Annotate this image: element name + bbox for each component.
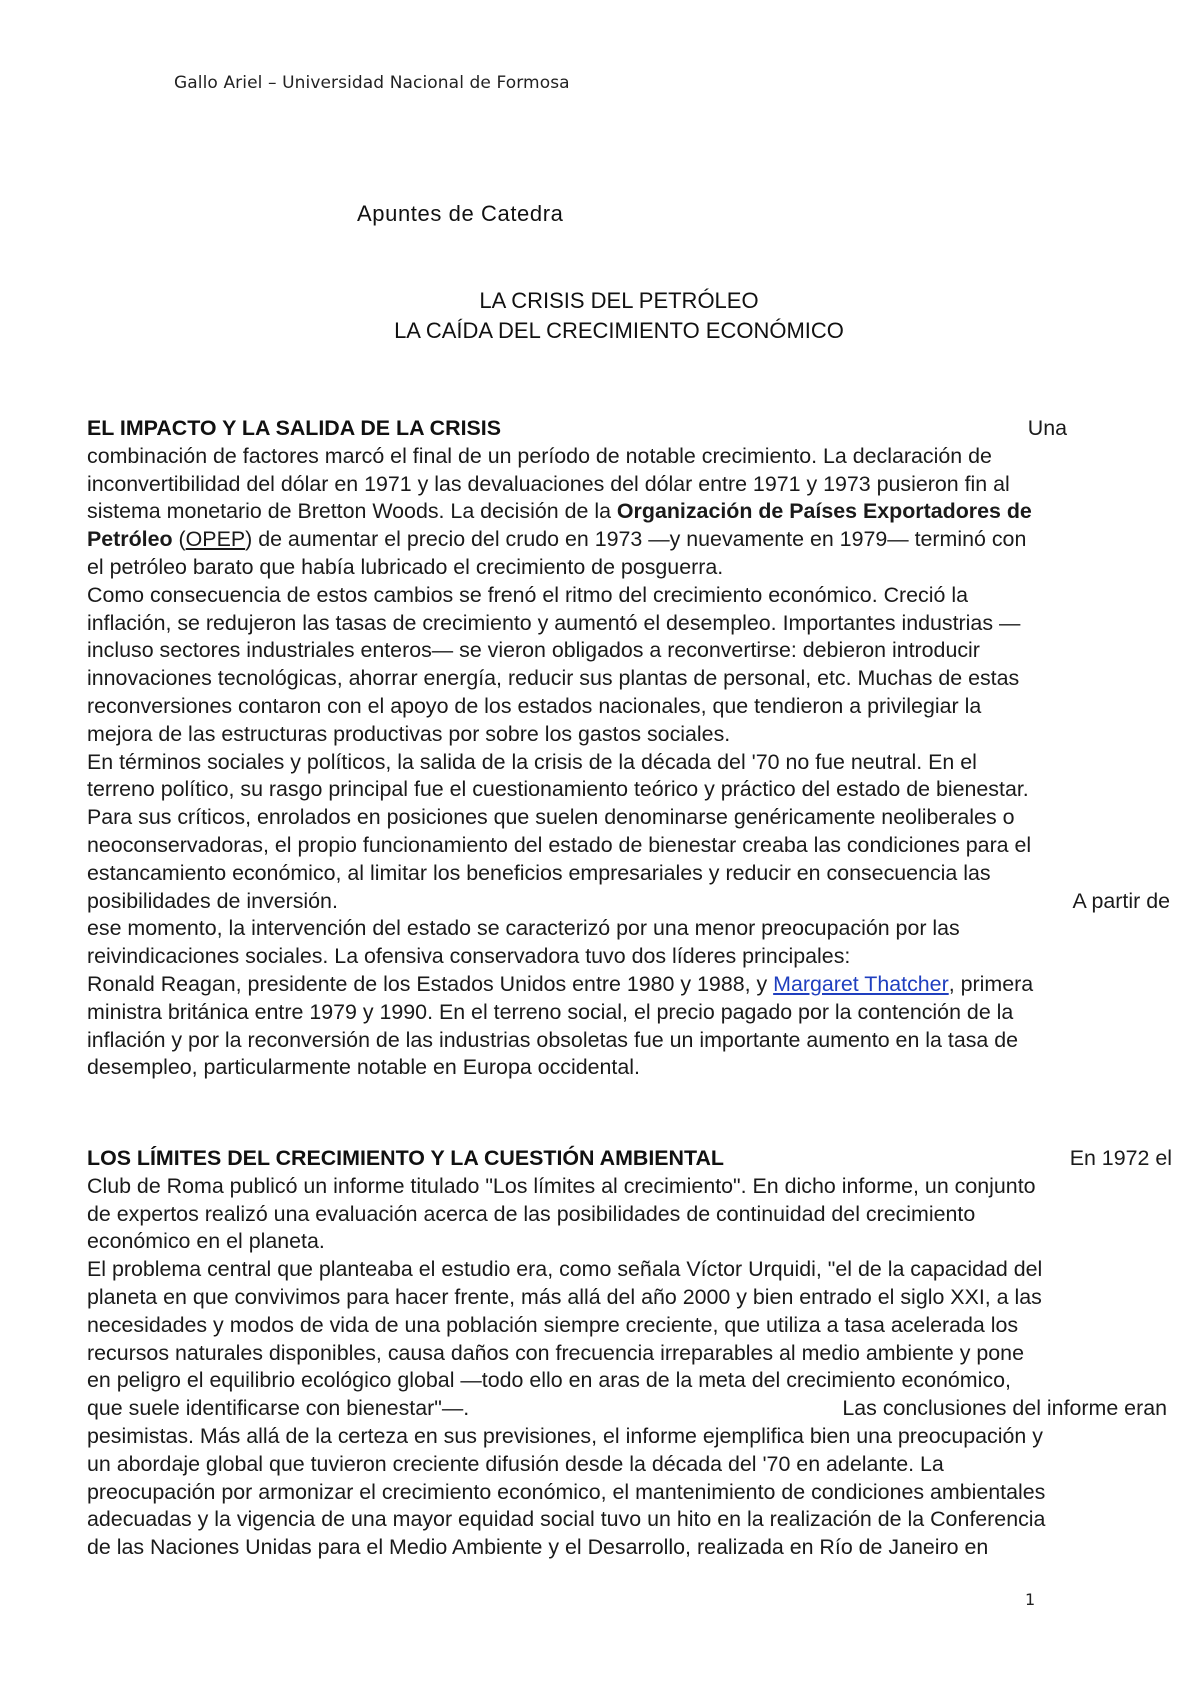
paragraph-text: que suele identificarse con bienestar"—.	[87, 1396, 470, 1421]
section-heading-row	[87, 415, 1175, 443]
paragraph-line	[87, 1395, 1175, 1423]
paragraph-line: inflación, se redujeron las tasas de crecimiento y aumentó el desempleo. Importantes industrias —	[87, 610, 1021, 635]
paragraph-text: Las conclusiones del informe eran	[842, 1396, 1167, 1421]
paragraph-line: incluso sectores industriales enteros— se vieron obligados a reconvertirse: debieron introducir	[87, 638, 980, 663]
paragraph-line: ese momento, la intervención del estado se caracterizó por una menor preocupación por las	[87, 916, 960, 941]
paragraph-text: A partir de	[1072, 888, 1170, 913]
paragraph-line: mejora de las estructuras productivas por sobre los gastos sociales.	[87, 721, 731, 746]
paragraph-line: pesimistas. Más allá de la certeza en sus previsiones, el informe ejemplifica bien una preocupación y	[87, 1423, 1043, 1448]
paragraph-text: Una	[1027, 416, 1067, 440]
document-title-line-2: LA CAÍDA DEL CRECIMIENTO ECONÓMICO	[394, 318, 844, 343]
section-heading: EL IMPACTO Y LA SALIDA DE LA CRISIS	[87, 416, 501, 440]
page-number: 1	[1025, 1590, 1036, 1609]
paragraph-line: Como consecuencia de estos cambios se frenó el ritmo del crecimiento económico. Creció la	[87, 582, 968, 607]
paragraph-text: , primera	[948, 971, 1034, 996]
paragraph-line: neoconservadoras, el propio funcionamiento del estado de bienestar creaba las condiciones para el	[87, 832, 1032, 857]
paragraph-line: innovaciones tecnológicas, ahorrar energía, reducir sus plantas de personal, etc. Muchas de estas	[87, 666, 1020, 691]
paragraph-text: (	[172, 527, 186, 552]
paragraph-line	[87, 498, 1175, 526]
paragraph-line: de las Naciones Unidas para el Medio Ambiente y el Desarrollo, realizada en Río de Janeiro en	[87, 1535, 989, 1560]
paragraph-line: estancamiento económico, al limitar los beneficios empresariales y reducir en consecuencia las	[87, 860, 991, 885]
paragraph-line: recursos naturales disponibles, causa daños con frecuencia irreparables al medio ambiente y pone	[87, 1340, 1024, 1365]
paragraph-line	[87, 971, 1175, 999]
paragraph-line: de expertos realizó una evaluación acerca de las posibilidades de continuidad del crecimiento	[87, 1201, 976, 1226]
opep-link[interactable]: OPEP	[185, 527, 246, 552]
paragraph-line: El problema central que planteaba el estudio era, como señala Víctor Urquidi, "el de la capacidad del	[87, 1257, 1043, 1282]
document-title-line-1: LA CRISIS DEL PETRÓLEO	[479, 288, 759, 313]
paragraph-line: desempleo, particularmente notable en Europa occidental.	[87, 1055, 640, 1080]
section-limites	[87, 1145, 1175, 1562]
paragraph-line: planeta en que convivimos para hacer frente, más allá del año 2000 y bien entrado el siglo XXI, a las	[87, 1284, 1042, 1309]
paragraph-line	[87, 888, 1175, 916]
paragraph-line: un abordaje global que tuvieron creciente difusión desde la década del '70 en adelante. La	[87, 1451, 944, 1476]
paragraph-text: sistema monetario de Bretton Woods. La decisión de la	[87, 499, 617, 524]
paragraph-text: ) de aumentar el precio del crudo en 1973 —y nuevamente en 1979— terminó con	[245, 527, 1027, 552]
paragraph-line: económico en el planeta.	[87, 1229, 325, 1254]
paragraph-line: preocupación por armonizar el crecimiento económico, el mantenimiento de condiciones ambientales	[87, 1479, 1046, 1504]
paragraph-line: en peligro el equilibrio ecológico global —todo ello en aras de la meta del crecimiento económico,	[87, 1368, 1011, 1393]
paragraph-line: terreno político, su rasgo principal fue el cuestionamiento teórico y práctico del estado de bienestar.	[87, 777, 1029, 802]
paragraph-line: inflación y por la reconversión de las industrias obsoletas fue un importante aumento en la tasa de	[87, 1027, 1019, 1052]
section-heading: LOS LÍMITES DEL CRECIMIENTO Y LA CUESTIÓN AMBIENTAL	[87, 1146, 724, 1170]
paragraph-line: adecuadas y la vigencia de una mayor equidad social tuvo un hito en la realización de la Conferencia	[87, 1507, 1046, 1532]
paragraph-line: Para sus críticos, enrolados en posiciones que suelen denominarse genéricamente neoliberales o	[87, 805, 1015, 830]
paragraph-line: inconvertibilidad del dólar en 1971 y las devaluaciones del dólar entre 1971 y 1973 pusieron fin al	[87, 471, 1010, 496]
section-impacto	[87, 415, 1175, 1082]
document-subtitle: Apuntes de Catedra	[357, 201, 564, 226]
paragraph-line: Club de Roma publicó un informe titulado "Los límites al crecimiento". En dicho informe, un conjunto	[87, 1173, 1036, 1198]
paragraph-line: En términos sociales y políticos, la salida de la crisis de la década del '70 no fue neutral. En el	[87, 749, 977, 774]
section-heading-row	[87, 1145, 1175, 1173]
page-header: Gallo Ariel – Universidad Nacional de Formosa	[174, 73, 570, 93]
paragraph-text: Ronald Reagan, presidente de los Estados Unidos entre 1980 y 1988, y	[87, 971, 774, 996]
paragraph-text: En 1972 el	[1069, 1146, 1172, 1170]
paragraph-line: ministra británica entre 1979 y 1990. En el terreno social, el precio pagado por la contención de la	[87, 999, 1014, 1024]
paragraph-line	[87, 526, 1175, 554]
paragraph-line: reconversiones contaron con el apoyo de los estados nacionales, que tendieron a privilegiar la	[87, 693, 982, 718]
bold-term: Petróleo	[87, 527, 173, 552]
paragraph-line: combinación de factores marcó el final de un período de notable crecimiento. La declaración de	[87, 443, 992, 468]
paragraph-text: posibilidades de inversión.	[87, 888, 338, 913]
paragraph-line: el petróleo barato que había lubricado el crecimiento de posguerra.	[87, 554, 724, 579]
paragraph-line: necesidades y modos de vida de una población siempre creciente, que utiliza a tasa acelerada los	[87, 1312, 1019, 1337]
bold-term: Organización de Países Exportadores de	[616, 499, 1032, 524]
thatcher-link[interactable]: Margaret Thatcher	[773, 971, 949, 996]
paragraph-line: reivindicaciones sociales. La ofensiva conservadora tuvo dos líderes principales:	[87, 944, 851, 969]
